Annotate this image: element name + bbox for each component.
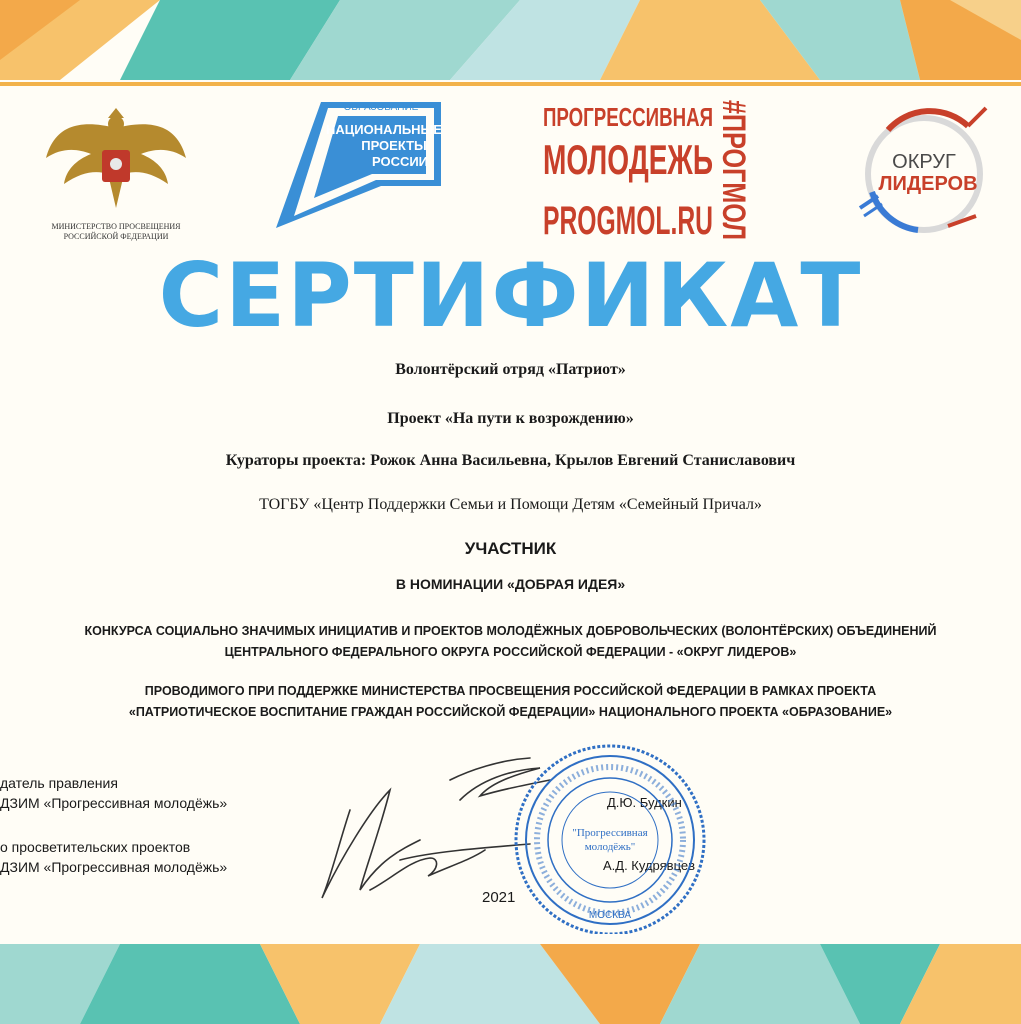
- curators-line: Кураторы проекта: Рожок Анна Васильевна, Крылов Евгений Станиславович: [225, 452, 796, 469]
- natproj-line4: РОССИИ: [371, 154, 429, 169]
- progmol-line1: ПРОГРЕССИВНАЯ: [543, 102, 713, 132]
- organization-line: ТОГБУ «Центр Поддержки Семьи и Помощи Детям «Семейный Причал»: [259, 496, 762, 513]
- support-line1: ПРОВОДИМОГО ПРИ ПОДДЕРЖКЕ МИНИСТЕРСТВА ПРОСВЕЩЕНИЯ РОССИЙСКОЙ ФЕДЕРАЦИИ В РАМКАХ ПРОЕКТА: [144, 684, 877, 698]
- top-gold-rule: [0, 82, 1021, 86]
- national-projects-logo: [276, 98, 446, 230]
- team-name: Волонтёрский отряд «Патриот»: [395, 361, 626, 378]
- decorative-bottom-band: [0, 934, 1021, 1024]
- stamp-center-line1: "Прогрессивная: [572, 827, 648, 839]
- contest-description: [0, 621, 1021, 663]
- signatory-name-1: Д.Ю. Будкин: [607, 795, 682, 810]
- position2-line2: ДЗИМ «Прогрессивная молодёжь»: [0, 859, 228, 875]
- progmol-hashtag: #ПРОГМОЛ: [716, 100, 752, 278]
- ministry-logo: [36, 98, 196, 248]
- position1-line2: ДЗИМ «Прогрессивная молодёжь»: [0, 795, 228, 811]
- project-name: Проект «На пути к возрождению»: [387, 410, 634, 427]
- okrug-line1: ОКРУГ: [892, 151, 956, 173]
- signatory-position-2: [0, 837, 227, 877]
- signatory-position-1: [0, 773, 227, 813]
- role-heading: УЧАСТНИК: [464, 539, 557, 558]
- natproj-line2: НАЦИОНАЛЬНЫЕ: [326, 122, 442, 137]
- natproj-line3: ПРОЕКТЫ: [361, 138, 427, 153]
- stamp-bottom-text: МОСКВА: [588, 910, 632, 921]
- position1-line1: датель правления: [0, 775, 118, 791]
- ministry-caption: МИНИСТЕРСТВО ПРОСВЕЩЕНИЯ РОССИЙСКОЙ ФЕДЕРАЦИИ: [51, 222, 181, 241]
- certificate-title: СЕРТИФИКАТ: [158, 244, 863, 347]
- natproj-line1: ОБРАЗОВАНИЕ: [343, 102, 419, 113]
- position2-line1: о просветительских проектов: [0, 839, 191, 855]
- decorative-top-band: [0, 0, 1021, 90]
- organization-stamp: [512, 742, 708, 938]
- contest-line1: КОНКУРСА СОЦИАЛЬНО ЗНАЧИМЫХ ИНИЦИАТИВ И ПРОЕКТОВ МОЛОДЁЖНЫХ ДОБРОВОЛЬЧЕСКИХ (ВОЛОНТЁРСКИХ) ОБЪЕДИНЕНИЙ: [84, 624, 937, 638]
- progmol-line2: МОЛОДЕЖЬ: [543, 136, 713, 183]
- contest-line2: ЦЕНТРАЛЬНОГО ФЕДЕРАЛЬНОГО ОКРУГА РОССИЙСКОЙ ФЕДЕРАЦИИ - «ОКРУГ ЛИДЕРОВ»: [224, 645, 797, 659]
- support-line2: «ПАТРИОТИЧЕСКОЕ ВОСПИТАНИЕ ГРАЖДАН РОССИЙСКОЙ ФЕДЕРАЦИИ» НАЦИОНАЛЬНОГО ПРОЕКТА «ОБРАЗОВАНИЕ»: [128, 705, 893, 719]
- support-description: [0, 681, 1021, 723]
- okrug-line2: ЛИДЕРОВ: [878, 173, 978, 195]
- progmol-logo: [543, 96, 758, 278]
- stamp-center-line2: молодёжь": [584, 841, 636, 853]
- signatory-name-2: А.Д. Кудрявцев: [603, 858, 696, 873]
- okrug-liderov-logo: [858, 96, 990, 244]
- nomination-heading: В НОМИНАЦИИ «ДОБРАЯ ИДЕЯ»: [395, 576, 626, 592]
- certificate-year: 2021: [482, 889, 516, 906]
- eagle-emblem-icon: [36, 98, 196, 220]
- progmol-line3: PROGMOL.RU: [543, 199, 713, 243]
